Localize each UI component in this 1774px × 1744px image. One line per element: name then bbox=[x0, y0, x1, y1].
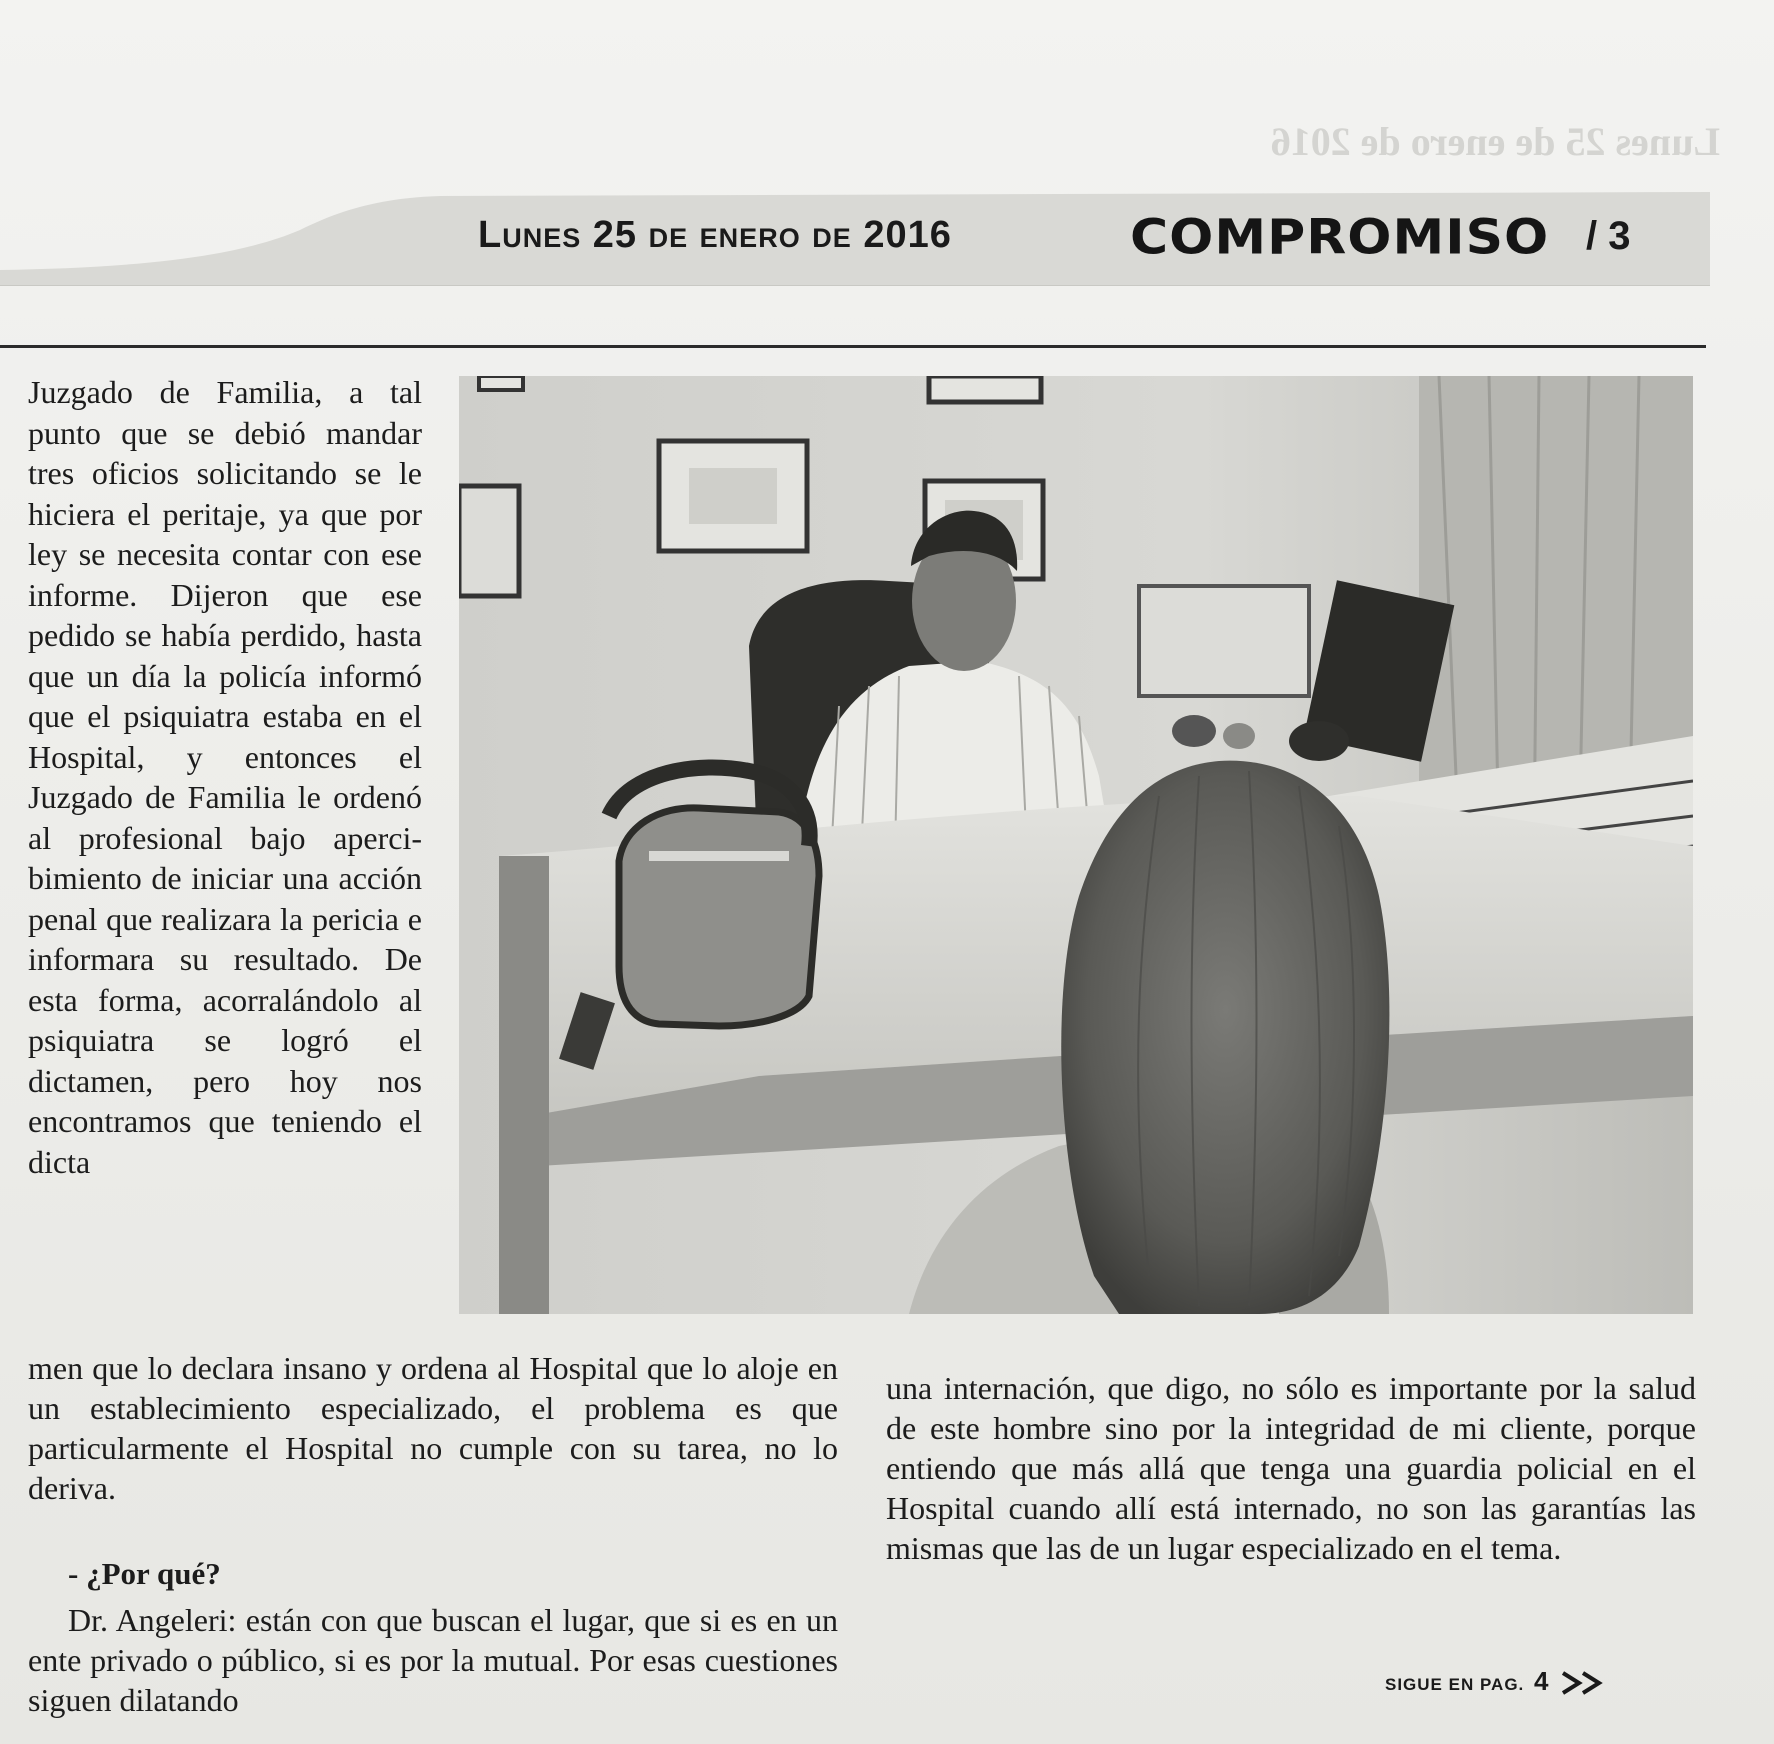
continued-label: SIGUE EN PAG. bbox=[1385, 1675, 1525, 1694]
publication-logo: COMPROMISO bbox=[1130, 210, 1550, 266]
page-number: / 3 bbox=[1586, 214, 1631, 258]
bleed-through-text: Lunes 25 de enero de 2016 bbox=[1270, 119, 1720, 164]
article-column-left: Juzgado de Familia, a tal punto que se debió mandar tres oficios solicitando se le hiciera el peritaje, ya que por ley se necesita contar con ese informe. Dijeron que ese pedido se había perdido, hasta que un día la policía informó que el psiquiatra estaba en el Hospital, y entonces el Juzgado de Familia le ordenó al profesional bajo apercibimiento de iniciar una acción penal que realizara la pericia e informara su resultado. De esta forma, acorralándolo al psiquiatra se logró el dictamen, pero hoy nos encontramos que teniendo el dicta bbox=[28, 374, 422, 1180]
continued-on-page bbox=[1385, 1666, 1611, 1700]
issue-date: Lunes 25 de enero de 2016 bbox=[478, 214, 952, 256]
article-column-right: una internación, que digo, no sólo es importante por la salud de este hombre sino por la integridad de mi cliente, porque entiendo que más allá que tenga una guardia policial en el Hospital cuando allí está internado, no son las garantías las mismas que las de un lugar especializado en el tema. bbox=[886, 1370, 1696, 1566]
article-column-left-continued: men que lo declara insano y ordena al Hospital que lo aloje en un establecimiento especializado, el problema es que particularmente el Hospital no cumple con su tarea, no lo deriva. bbox=[28, 1350, 838, 1506]
interview-question: - ¿Por qué? bbox=[68, 1556, 221, 1591]
double-chevron-right-icon bbox=[1561, 1671, 1611, 1700]
interview-answer: Dr. Angeleri: están con que buscan el lugar, que si es en un ente privado o público, si es por la mutual. Por esas cuestiones siguen dilatando bbox=[28, 1602, 838, 1718]
continued-page-number: 4 bbox=[1534, 1666, 1550, 1696]
header-rule bbox=[0, 345, 1706, 348]
article-photo bbox=[459, 376, 1693, 1314]
